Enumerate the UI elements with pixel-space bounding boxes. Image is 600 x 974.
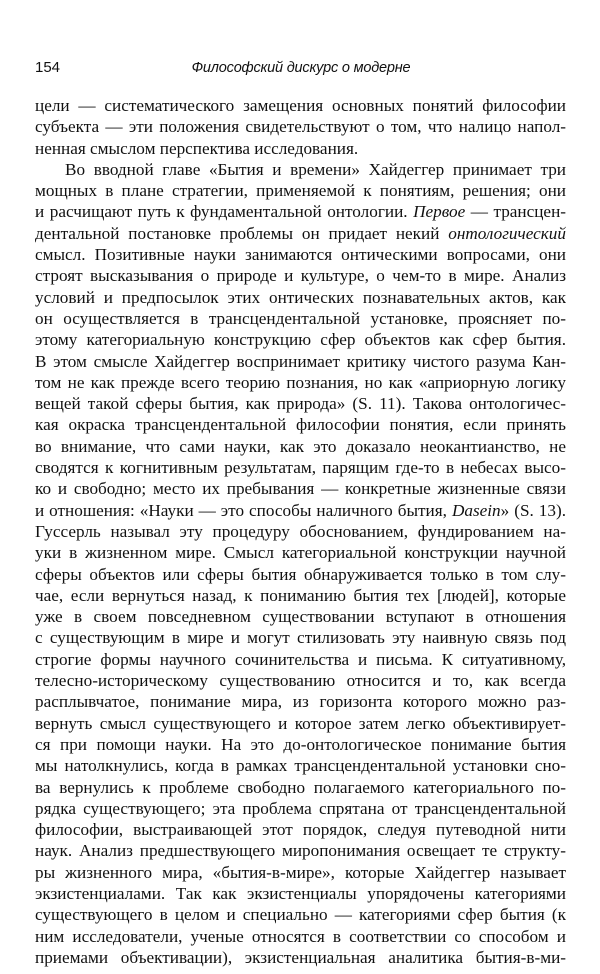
text-line	[35, 329, 566, 350]
text-line	[35, 947, 566, 968]
text-line	[35, 244, 566, 265]
text-line	[35, 840, 566, 861]
text-line	[35, 564, 566, 585]
text-line	[35, 478, 566, 499]
text-segment: сферы объектов или сферы бытия обнаруживается только в том слу-	[35, 564, 566, 584]
text-line	[35, 500, 566, 521]
page-number: 154	[35, 59, 61, 76]
text-segment: рядка существующего; эта проблема спрятана от трансцендентальной	[35, 798, 566, 818]
text-line	[35, 691, 566, 712]
text-line	[35, 713, 566, 734]
text-segment: кая окраска трансцендентальной философии понятия, если принять	[35, 415, 566, 435]
text-line	[35, 116, 566, 137]
text-segment: ко и свободно; место их пребывания — конкретные жизненные связи	[35, 479, 566, 499]
italic-term: Первое	[413, 202, 466, 222]
running-title: Философский дискурс о модерне	[191, 60, 411, 76]
text-segment: ся при помощи науки. На это до-онтологическое понимание бытия	[35, 734, 566, 754]
text-line	[35, 862, 566, 883]
text-segment: смысл. Позитивные науки занимаются онтическими вопросами, они	[35, 245, 566, 265]
text-segment: и расчищают путь к фундаментальной онтологии.	[35, 202, 414, 222]
italic-term: Dasein	[451, 500, 501, 520]
text-line	[35, 159, 566, 180]
text-segment: » (S. 13).	[500, 500, 566, 520]
text-segment: ненная смыслом перспектива исследования.	[35, 138, 359, 158]
text-segment: цели — систематического замещения основных понятий философии	[35, 96, 566, 115]
text-line	[35, 351, 566, 372]
text-segment: он осуществляется в трансцендентальной установке, проясняет по-	[35, 308, 566, 328]
text-segment: дентальной постановке проблемы он придает некий	[35, 223, 449, 243]
text-line	[35, 436, 566, 457]
text-segment: философии, выстраивающей этот порядок, следуя путеводной нити	[35, 820, 566, 840]
text-segment: вернуть смысл существующего и которое затем легко объективирует-	[35, 713, 566, 733]
text-line	[35, 755, 566, 776]
text-segment: В этом смысле Хайдеггер воспринимает критику чистого разума Кан-	[35, 351, 566, 371]
text-segment: субъекта — эти положения свидетельствуют о том, что налицо напол-	[35, 117, 566, 137]
text-line	[35, 670, 566, 691]
text-line	[35, 372, 566, 393]
text-line	[35, 393, 566, 414]
paragraph	[35, 159, 566, 968]
text-segment: этому категориальную конструкцию сфер объектов как сфер бытия.	[35, 330, 566, 350]
text-line	[35, 201, 566, 222]
text-segment: Во вводной главе «Бытия и времени» Хайдеггер принимает три	[65, 159, 566, 179]
text-line	[35, 542, 566, 563]
text-line	[35, 521, 566, 542]
text-line	[35, 926, 566, 947]
text-segment: ва вернулись к проблеме свободно полагаемого категориального по-	[35, 777, 566, 797]
text-body	[35, 95, 566, 968]
text-segment: и отношения: «Науки — это способы наличного бытия,	[35, 500, 452, 520]
text-line	[35, 223, 566, 244]
text-segment: ры жизненного мира, «бытия-в-мире», которые Хайдеггер называет	[35, 862, 566, 882]
text-line	[35, 734, 566, 755]
text-line	[35, 180, 566, 201]
text-line	[35, 414, 566, 435]
text-segment: наук. Анализ предшествующего миропонимания освещает те структу-	[35, 841, 566, 861]
text-segment: расплывчатое, понимание мира, из горизонта которого можно раз-	[35, 692, 566, 712]
text-segment: экзистенциалами. Так как экзистенциалы упорядочены категориями	[35, 883, 566, 903]
page-header	[35, 58, 567, 78]
text-line	[35, 585, 566, 606]
text-segment: уже в своем повседневном существовании вступают в отношения	[35, 607, 566, 627]
text-segment: чае, если вернуться назад, к пониманию бытия тех [людей], которые	[35, 585, 566, 605]
text-segment: существующего в целом и специально — категориями сфер бытия (к	[35, 905, 566, 925]
text-line	[35, 649, 566, 670]
text-segment: телесно-историческому существованию относится и то, как всегда	[35, 671, 566, 691]
text-line	[35, 904, 566, 925]
text-line	[35, 95, 566, 116]
text-line	[35, 606, 566, 627]
text-segment: ним исследователи, ученые относятся в соответствии со способом и	[35, 926, 566, 946]
text-line	[35, 138, 566, 159]
text-segment: мы натолкнулись, когда в рамках трансцендентальной установки сно-	[35, 756, 566, 776]
text-line	[35, 308, 566, 329]
text-line	[35, 777, 566, 798]
paragraph	[35, 95, 566, 159]
text-line	[35, 883, 566, 904]
text-segment: строят высказывания о природе и культуре, о чем-то в мире. Анализ	[35, 266, 566, 286]
text-segment: приемами объективации), экзистенциальная аналитика бытия-в-ми-	[35, 947, 566, 967]
text-segment: том не как прежде всего теорию познания, но как «априорную логику	[35, 372, 566, 392]
text-segment: строгие формы научного сочинительства и письма. К ситуативному,	[35, 649, 566, 669]
text-segment: мощных в плане стратегии, применяемой к понятиям, решения; они	[35, 181, 566, 201]
italic-term: онтологический	[448, 223, 566, 243]
text-segment: с существующим в мире и могут стилизовать эту наивную связь под	[35, 628, 566, 648]
text-segment: Гуссерль называл эту процедуру обоснованием, фундированием на-	[35, 521, 566, 541]
text-segment: условий и предпосылок этих онтических познавательных актов, как	[35, 287, 566, 307]
text-line	[35, 819, 566, 840]
text-line	[35, 798, 566, 819]
text-line	[35, 627, 566, 648]
text-line	[35, 287, 566, 308]
text-line	[35, 265, 566, 286]
text-segment: уки в жизненном мире. Смысл категориальной конструкции научной	[35, 543, 566, 563]
text-segment: во внимание, что сами науки, как это доказало неокантианство, не	[35, 436, 566, 456]
text-segment: сводятся к когнитивным результатам, парящим где-то в небесах высо-	[35, 458, 566, 478]
text-segment: вещей такой сферы бытия, как природа» (S. 11). Такова онтологичес-	[35, 394, 566, 414]
text-line	[35, 457, 566, 478]
text-segment: — трансцен-	[465, 202, 566, 222]
